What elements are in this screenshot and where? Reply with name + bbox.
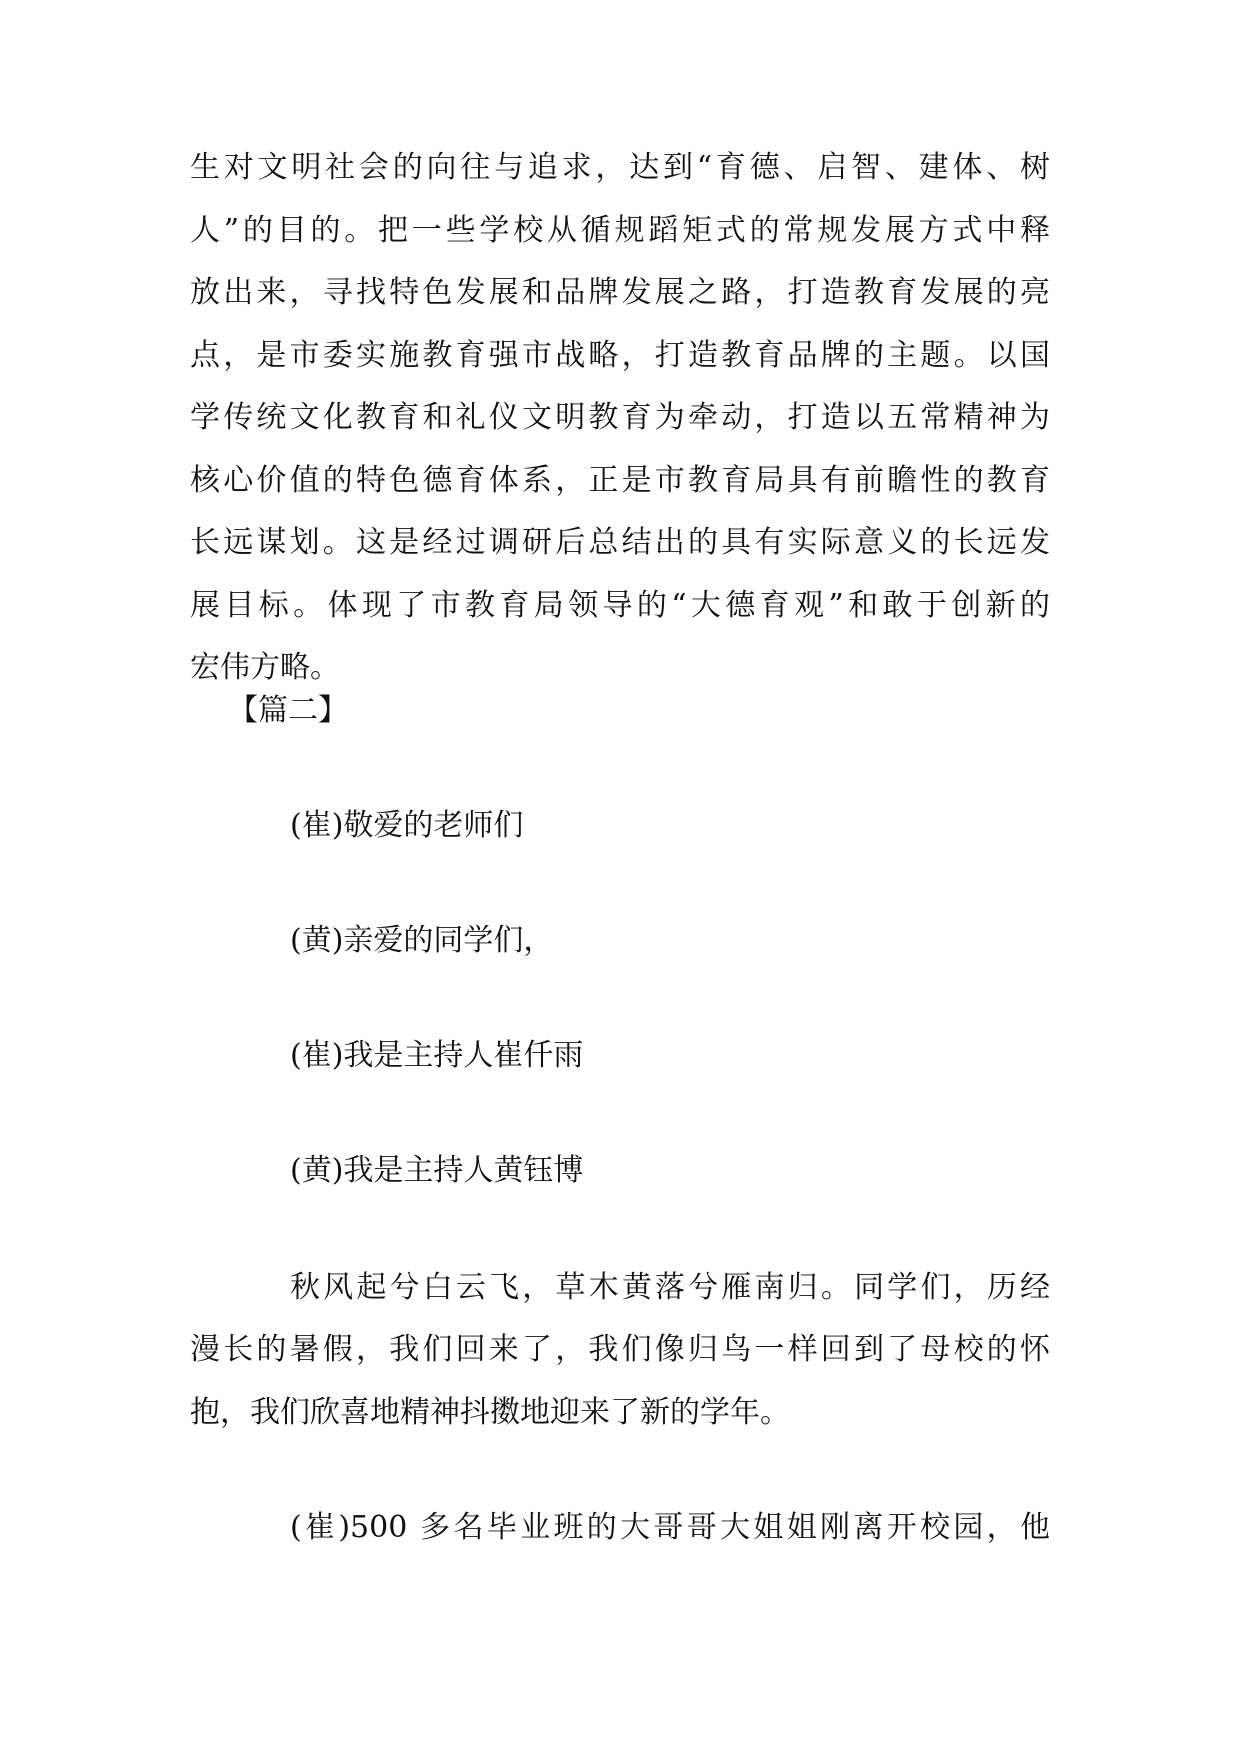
paragraph3-line-1: (崔)500 多名毕业班的大哥哥大姐姐刚离开校园，他 [290,1510,1050,1545]
paragraph1-line-9: 宏伟方略。 [190,650,340,685]
paragraph1-line-3: 放出来，寻找特色发展和品牌发展之路，打造教育发展的亮 [190,275,1050,310]
dialogue-line-1: (崔)敬爱的老师们 [290,808,524,843]
paragraph1-line-6: 核心价值的特色德育体系，正是市教育局具有前瞻性的教育 [190,463,1050,498]
dialogue-line-3: (崔)我是主持人崔仟雨 [290,1038,584,1073]
paragraph1-line-1: 生对文明社会的向往与追求，达到“育德、启智、建体、树 [190,150,1050,185]
paragraph1-line-8: 展目标。体现了市教育局领导的“大德育观”和敢于创新的 [190,588,1050,623]
dialogue-line-4: (黄)我是主持人黄钰博 [290,1153,584,1188]
paragraph1-line-2: 人”的目的。把一些学校从循规蹈矩式的常规发展方式中释 [190,213,1050,248]
paragraph1-line-4: 点，是市委实施教育强市战略，打造教育品牌的主题。以国 [190,338,1050,373]
paragraph2-line-3: 抱，我们欣喜地精神抖擞地迎来了新的学年。 [190,1395,790,1430]
paragraph1-line-5: 学传统文化教育和礼仪文明教育为牵动，打造以五常精神为 [190,400,1050,435]
section-heading: 【篇二】 [228,693,348,728]
paragraph1-line-7: 长远谋划。这是经过调研后总结出的具有实际意义的长远发 [190,525,1050,560]
paragraph2-line-2: 漫长的暑假，我们回来了，我们像归鸟一样回到了母校的怀 [190,1332,1050,1367]
paragraph2-line-1: 秋风起兮白云飞，草木黄落兮雁南归。同学们，历经 [290,1270,1050,1305]
dialogue-line-2: (黄)亲爱的同学们， [290,923,554,958]
